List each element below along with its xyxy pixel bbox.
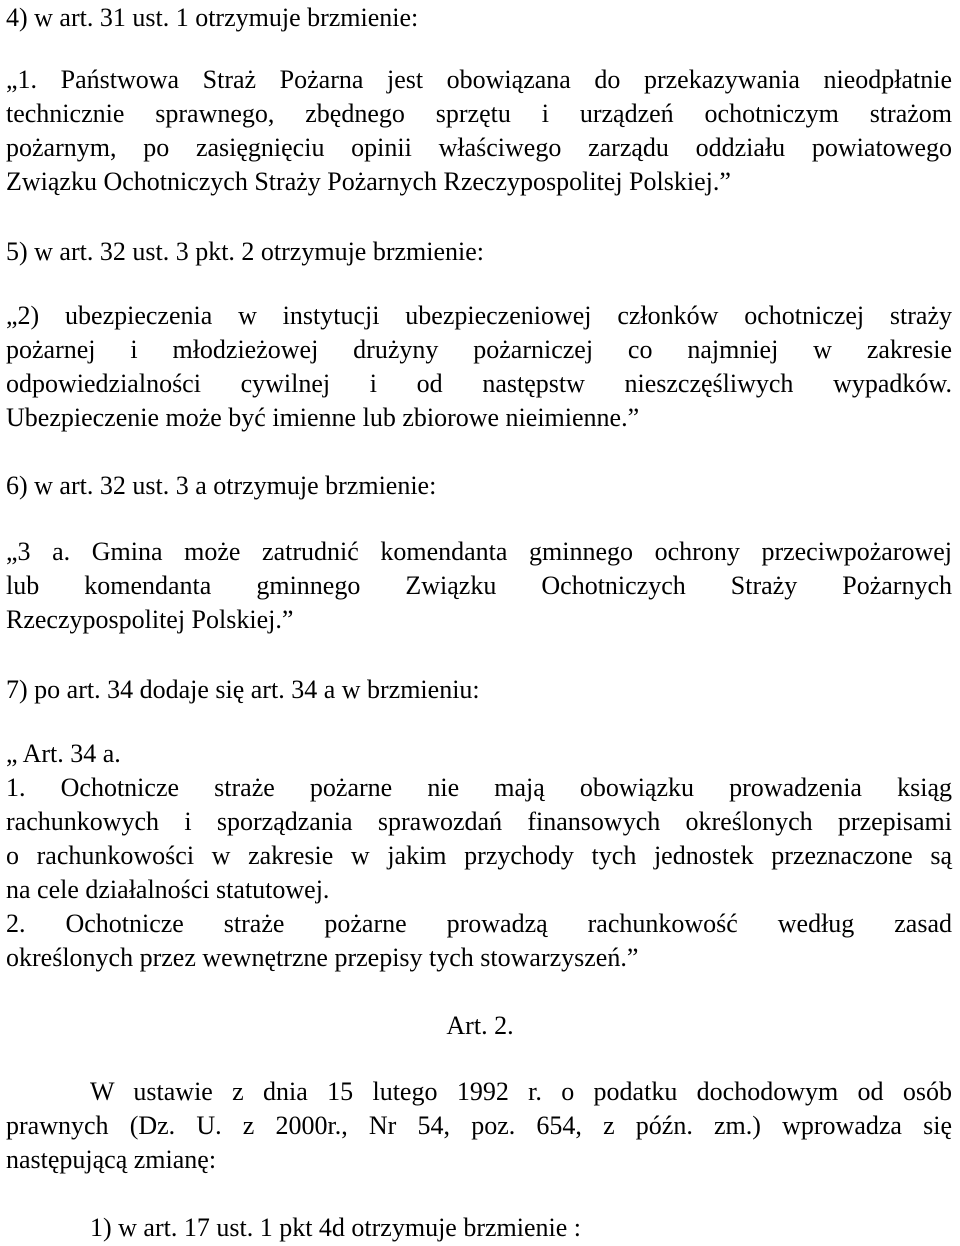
paragraph-line: na cele działalności statutowej. — [6, 875, 330, 904]
article-34a-heading: „ Art. 34 a. — [6, 739, 121, 768]
paragraph-line: „2) ubezpieczenia w instytucji ubezpieczeniowej członków ochotniczej straży — [6, 301, 952, 330]
item-1-heading: 1) w art. 17 ust. 1 pkt 4d otrzymuje brzmienie : — [90, 1213, 582, 1242]
item-6-heading: 6) w art. 32 ust. 3 a otrzymuje brzmienie: — [6, 471, 437, 500]
paragraph-line: następującą zmianę: — [6, 1145, 217, 1174]
paragraph-line: pożarnej i młodzieżowej drużyny pożarniczej co najmniej w zakresie — [6, 335, 952, 364]
paragraph-line: prawnych (Dz. U. z 2000r., Nr 54, poz. 654, z późn. zm.) wprowadza się — [6, 1111, 952, 1140]
paragraph-line: „1. Państwowa Straż Pożarna jest obowiązana do przekazywania nieodpłatnie — [6, 65, 952, 94]
paragraph-line: o rachunkowości w zakresie w jakim przychody tych jednostek przeznaczone są — [6, 841, 952, 870]
paragraph-line: technicznie sprawnego, zbędnego sprzętu i urządzeń ochotniczym strażom — [6, 99, 952, 128]
article-2-heading: Art. 2. — [446, 1011, 514, 1040]
paragraph-line: pożarnym, po zasięgnięciu opinii właściwego zarządu oddziału powiatowego — [6, 133, 952, 162]
paragraph-line: lub komendanta gminnego Związku Ochotniczych Straży Pożarnych — [6, 571, 952, 600]
paragraph-line: rachunkowych i sporządzania sprawozdań finansowych określonych przepisami — [6, 807, 952, 836]
paragraph-line: Rzeczypospolitej Polskiej.” — [6, 605, 294, 634]
paragraph-line: odpowiedzialności cywilnej i od następstw nieszczęśliwych wypadków. — [6, 369, 952, 398]
paragraph-line: Związku Ochotniczych Straży Pożarnych Rzeczypospolitej Polskiej.” — [6, 167, 731, 196]
paragraph-line: „3 a. Gmina może zatrudnić komendanta gminnego ochrony przeciwpożarowej — [6, 537, 952, 566]
item-5-heading: 5) w art. 32 ust. 3 pkt. 2 otrzymuje brzmienie: — [6, 237, 485, 266]
paragraph-line: W ustawie z dnia 15 lutego 1992 r. o podatku dochodowym od osób — [90, 1077, 952, 1106]
item-4-heading: 4) w art. 31 ust. 1 otrzymuje brzmienie: — [6, 3, 419, 32]
paragraph-line: określonych przez wewnętrzne przepisy tych stowarzyszeń.” — [6, 943, 639, 972]
paragraph-line: 1. Ochotnicze straże pożarne nie mają obowiązku prowadzenia ksiąg — [6, 773, 952, 802]
paragraph-line: Ubezpieczenie może być imienne lub zbiorowe nieimienne.” — [6, 403, 640, 432]
item-7-heading: 7) po art. 34 dodaje się art. 34 a w brzmieniu: — [6, 675, 480, 704]
paragraph-line: 2. Ochotnicze straże pożarne prowadzą rachunkowość według zasad — [6, 909, 952, 938]
